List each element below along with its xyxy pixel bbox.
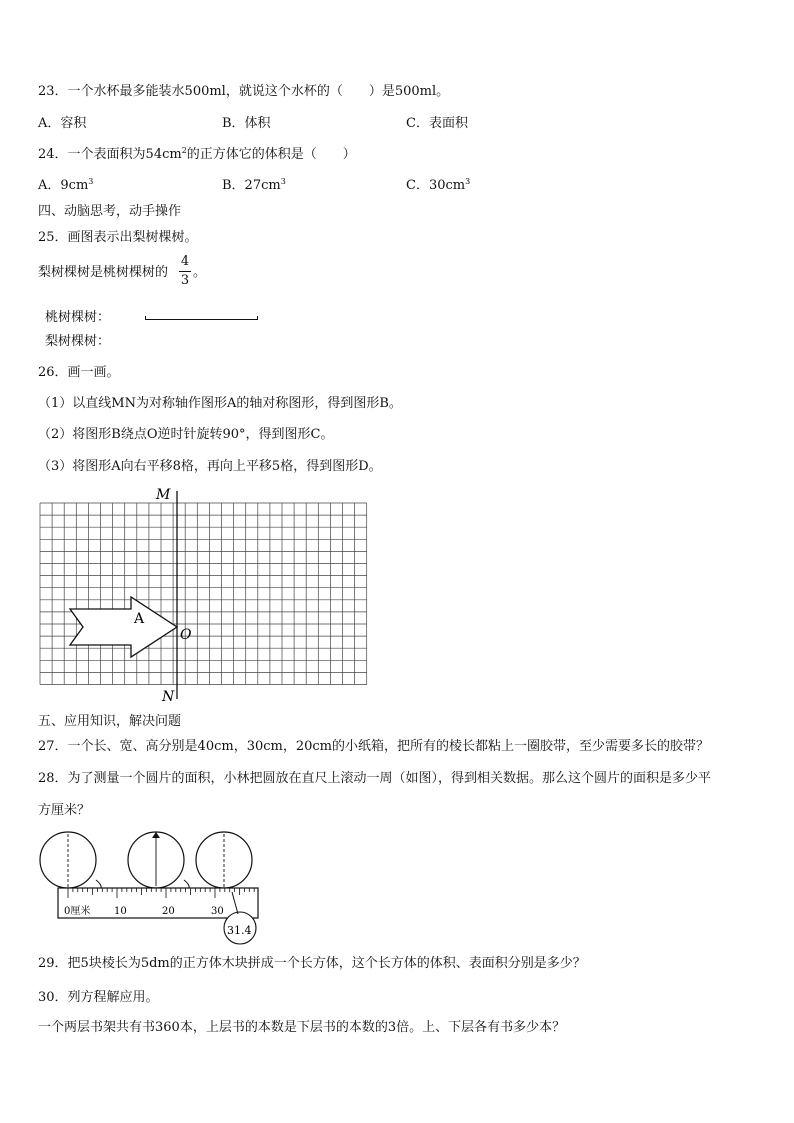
symmetry-grid-figure: [30, 485, 390, 705]
peach-segment: [145, 319, 257, 320]
q24-option-a: A．$9cm^3$: [38, 177, 94, 193]
ruler-label-10: 10: [114, 906, 127, 917]
pear-label: 梨树棵树：: [45, 334, 111, 349]
fraction-bar: [179, 271, 191, 272]
q26-step-1: （1）以直线MN为对称轴作图形A的轴对称图形，得到图形B。: [38, 396, 402, 411]
segment-tick-right: [257, 316, 258, 320]
rolling-circle-figure: [34, 828, 274, 948]
q25-subtext-end: 。: [193, 265, 207, 280]
ruler-label-30: 30: [211, 906, 224, 917]
q24-text-before: 24．一个表面积为54cm: [38, 147, 182, 162]
q26-step-2: （2）将图形B绕点O逆时针旋转90°，得到图形C。: [38, 427, 334, 442]
q24-text-after: 的正方体它的体积是（ ）: [186, 147, 356, 162]
ruler-label-20: 20: [162, 906, 175, 917]
fraction-numerator: 4: [180, 254, 190, 269]
q23-option-c: C．表面积: [406, 116, 468, 131]
question-24: [38, 146, 356, 164]
q24-option-b: B．$27cm^3$: [222, 177, 286, 193]
label-a: A: [134, 611, 145, 627]
label-o: O: [180, 627, 192, 643]
question-25: 25．画图表示出梨树棵树。: [38, 230, 198, 245]
arrow-head-up: [152, 832, 160, 838]
segment-tick-left: [145, 316, 146, 320]
section-4-heading: 四、动脑思考，动手操作: [38, 204, 182, 219]
question-28-line-2: 方厘米？: [38, 803, 91, 818]
grid-lines: [40, 503, 367, 685]
q25-subtext: 梨树棵树是桃树棵树的: [38, 265, 169, 280]
q24-superscript: 2: [181, 146, 187, 155]
question-28-line-1: 28．为了测量一个圆片的面积，小林把圆放在直尺上滚动一周（如图），得到相关数据。那么这个圆片的面积是多少平: [38, 771, 712, 786]
question-30: 30．列方程解应用。: [38, 990, 159, 1005]
q23-option-a: A．容积: [38, 116, 87, 131]
question-27: 27．一个长、宽、高分别是40cm，30cm，20cm的小纸箱，把所有的棱长都粘上一圈胶带，至少需要多长的胶带？: [38, 739, 709, 754]
label-m: M: [156, 487, 171, 503]
peach-label: 桃树棵树：: [45, 310, 111, 325]
q24-option-c: C．$30cm^3$: [406, 177, 471, 193]
question-26: 26．画一画。: [38, 365, 120, 380]
label-n: N: [162, 689, 175, 705]
q30-problem: 一个两层书架共有书360本，上层书的本数是下层书的本数的3倍。上、下层各有书多少本？: [38, 1020, 566, 1035]
question-23: 23．一个水杯最多能装水500ml，就说这个水杯的（ ）是500ml。: [38, 84, 450, 99]
question-29: 29．把5块棱长为5dm的正方体木块拼成一个长方体，这个长方体的体积、表面积分别是多少？: [38, 956, 586, 971]
q23-option-b: B．体积: [222, 116, 271, 131]
q26-step-3: （3）将图形A向右平移8格，再向上平移5格，得到图形D。: [38, 459, 382, 474]
ruler-label-0: 0厘米: [64, 906, 91, 917]
fraction-denominator: 3: [180, 273, 190, 288]
section-5-heading: 五、应用知识，解决问题: [38, 714, 182, 729]
ruler-readout: 31.4: [227, 924, 252, 937]
